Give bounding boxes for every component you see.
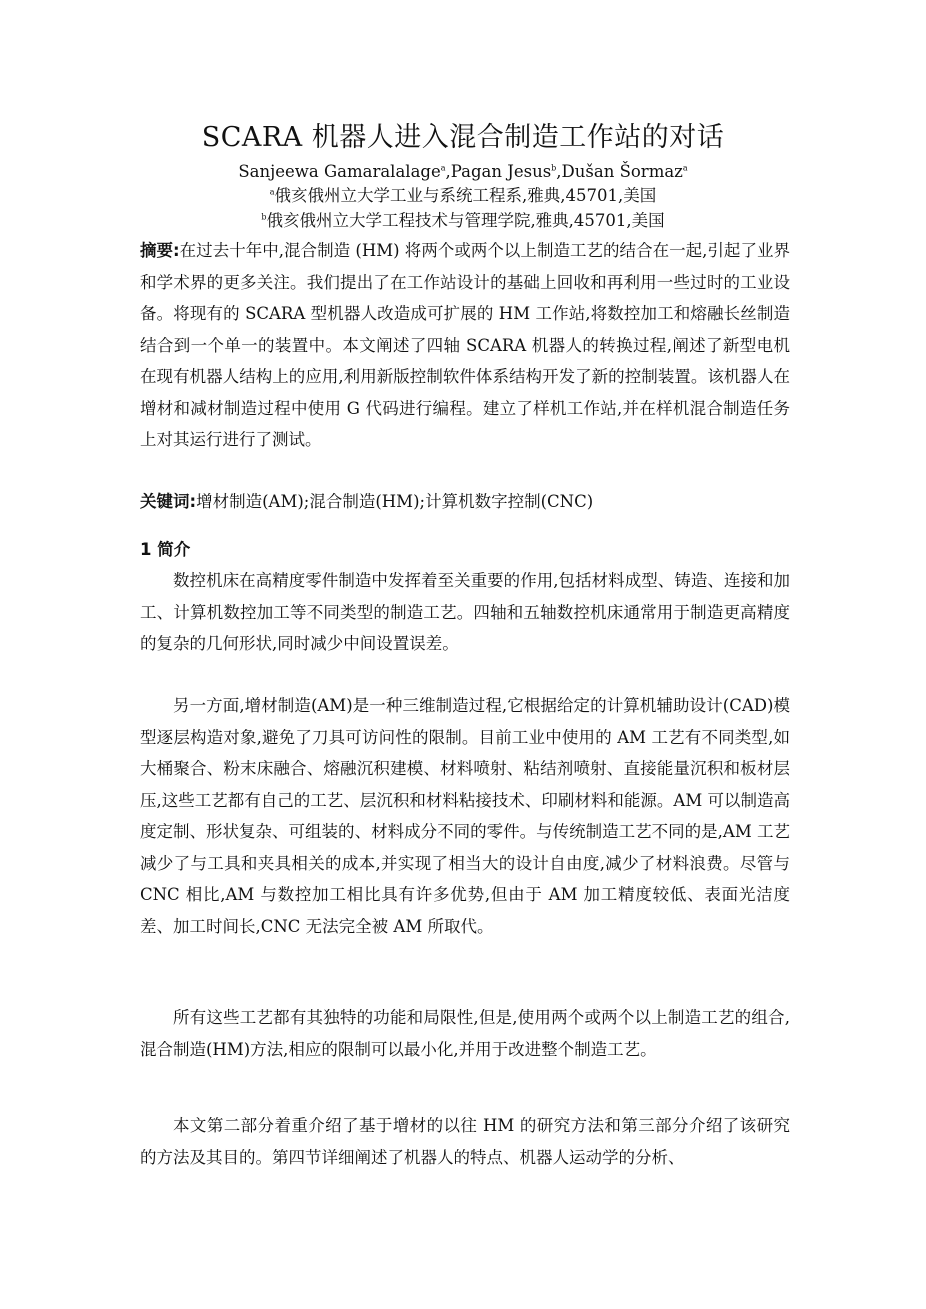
paragraph-text: 所有这些工艺都有其独特的功能和局限性,但是,使用两个或两个以上制造工艺的组合,混合制造(HM)方法,相应的限制可以最小化,并用于改进整个制造工艺。: [140, 1008, 790, 1059]
affiliation-marker: b: [261, 212, 267, 222]
keywords-text: 增材制造(AM);混合制造(HM);计算机数字控制(CNC): [196, 492, 594, 511]
abstract-text: 在过去十年中,混合制造 (HM) 将两个或两个以上制造工艺的结合在一起,引起了业界和学术界的更多关注。我们提出了在工作站设计的基础上回收和再利用一些过时的工业设备。将现有的 SCARA 型机器人改造成可扩展的 HM 工作站,将数控加工和熔融长丝制造结合到一个单一的装置中。本文阐述了四轴 SCARA 机器人的转换过程,阐述了新型电机在现有机器人结构上的应用,利用新版控制软件体系结构开发了新的控制装置。该机器人在增材和减材制造过程中使用 G 代码进行编程。建立了样机工作站,并在样机混合制造任务上对其运行进行了测试。: [140, 241, 790, 449]
body-paragraph: [140, 1110, 790, 1173]
paper-title: SCARA 机器人进入混合制造工作站的对话: [201, 122, 725, 153]
abstract-label: 摘要:: [140, 241, 180, 260]
affiliation-text: 俄亥俄州立大学工业与系统工程系,雅典,45701,美国: [274, 186, 657, 205]
body-paragraph: [140, 690, 790, 942]
paragraph-text: 另一方面,增材制造(AM)是一种三维制造过程,它根据给定的计算机辅助设计(CAD)模型逐层构造对象,避免了刀具可访问性的限制。目前工业中使用的 AM 工艺有不同类型,如大桶聚合、粉末床融合、熔融沉积建模、材料喷射、粘结剂喷射、直接能量沉积和板材层压,这些工艺都有自己的工艺、层沉积和材料粘接技术、印刷材料和能源。AM 可以制造高度定制、形状复杂、可组装的、材料成分不同的零件。与传统制造工艺不同的是,AM 工艺减少了与工具和夹具相关的成本,并实现了相当大的设计自由度,减少了材料浪费。尽管与 CNC 相比,AM 与数控加工相比具有许多优势,但由于 AM 加工精度较低、表面光洁度差、加工时间长,CNC 无法完全被 AM 所取代。: [140, 696, 790, 936]
affiliation-marker: a: [682, 163, 688, 173]
paragraph-text: 本文第二部分着重介绍了基于增材的以往 HM 的研究方法和第三部分介绍了该研究的方法及其目的。第四节详细阐述了机器人的特点、机器人运动学的分析、: [140, 1116, 790, 1167]
affiliation-marker: b: [551, 163, 557, 173]
affiliation-marker: a: [440, 163, 446, 173]
paragraph-text: 数控机床在高精度零件制造中发挥着至关重要的作用,包括材料成型、铸造、连接和加工、计算机数控加工等不同类型的制造工艺。四轴和五轴数控机床通常用于制造更高精度的复杂的几何形状,同时减少中间设置误差。: [140, 571, 790, 653]
keywords: [140, 486, 790, 518]
author-name: Sanjeewa Gamaralalage: [238, 162, 441, 181]
affiliation-marker: a: [269, 187, 275, 197]
body-paragraph: [140, 565, 790, 660]
author-name: ,Pagan Jesus: [445, 162, 552, 181]
section-heading: 1 简介: [140, 540, 191, 559]
author-name: ,Dušan Šormaz: [556, 162, 683, 181]
author-list: [0, 160, 926, 184]
affiliation-a: [0, 184, 926, 208]
abstract: [140, 235, 790, 456]
affiliation-text: 俄亥俄州立大学工程技术与管理学院,雅典,45701,美国: [266, 211, 665, 230]
affiliation-b: [0, 209, 926, 233]
keywords-label: 关键词:: [140, 492, 197, 511]
body-paragraph: [140, 1002, 790, 1065]
